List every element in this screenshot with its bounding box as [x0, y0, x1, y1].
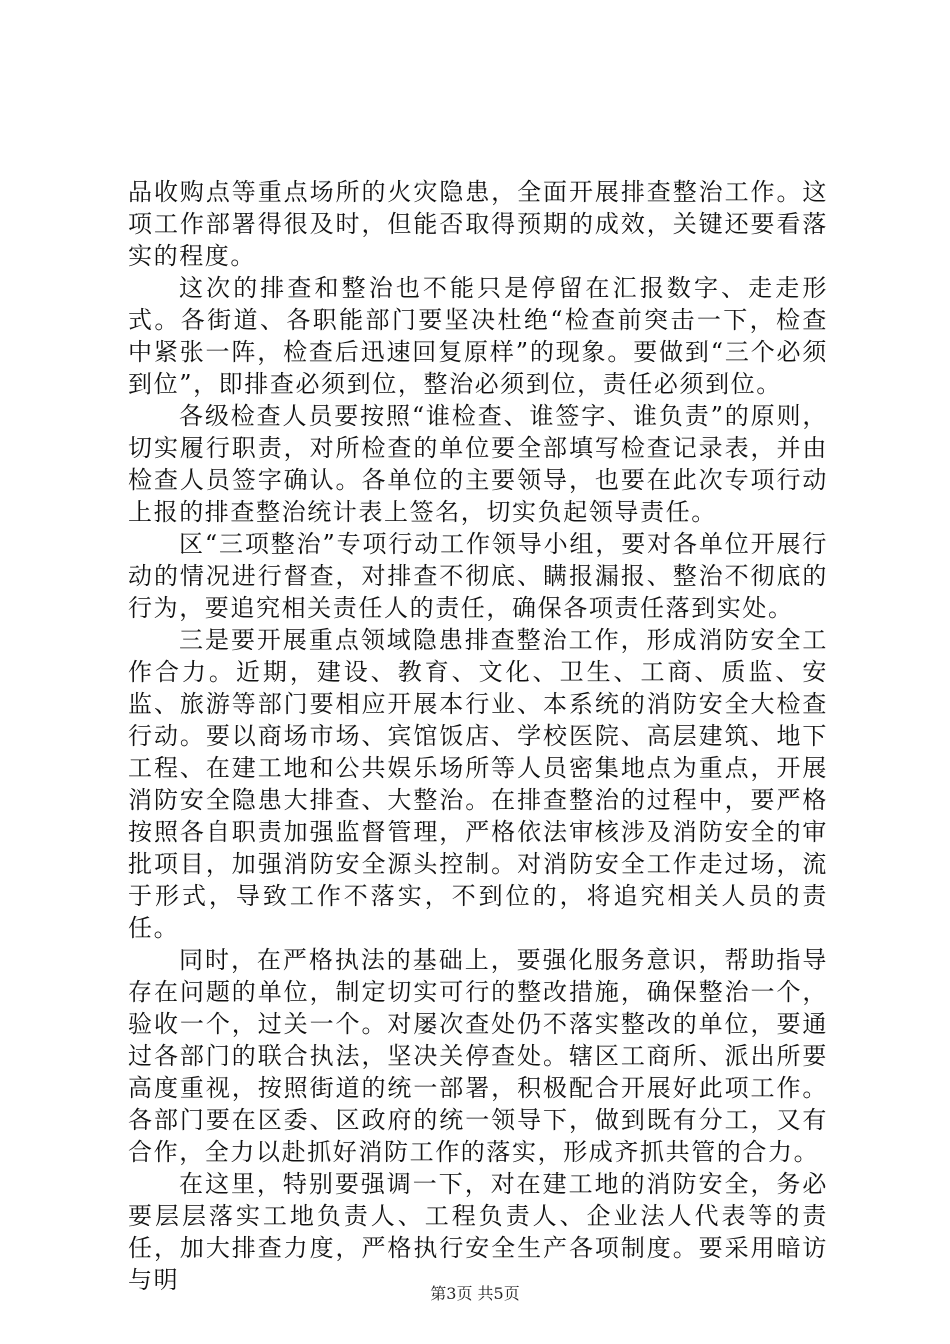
page-number: 第3页 共5页: [430, 1284, 520, 1303]
paragraph-5: 三是要开展重点领域隐患排查整治工作，形成消防安全工作合力。近期，建设、教育、文化、卫生、工商、质监、安监、旅游等部门要相应开展本行业、本系统的消防安全大检查行动。要以商场市场、宾馆饭店、学校医院、高层建筑、地下工程、在建工地和公共娱乐场所等人员密集地点为重点，开展消防安全隐患大排查、大整治。在排查整治的过程中，要严格按照各自职责加强监督管理，严格依法审核涉及消防安全的审批项目，加强消防安全源头控制。对消防安全工作走过场，流于形式，导致工作不落实，不到位的，将追究相关人员的责任。: [128, 626, 828, 942]
paragraph-7: 在这里，特别要强调一下，对在建工地的消防安全，务必要层层落实工地负责人、工程负责人、企业法人代表等的责任，加大排查力度，严格执行安全生产各项制度。要采用暗访与明: [128, 1170, 828, 1294]
paragraph-4: 区“三项整治”专项行动工作领导小组，要对各单位开展行动的情况进行督查，对排查不彻底、瞒报漏报、整治不彻底的行为，要追究相关责任人的责任，确保各项责任落到实处。: [128, 530, 828, 622]
page-footer: [0, 1284, 950, 1304]
document-body: [128, 176, 828, 1296]
paragraph-1: 品收购点等重点场所的火灾隐患，全面开展排查整治工作。这项工作部署得很及时，但能否取得预期的成效，关键还要看落实的程度。: [128, 178, 828, 270]
paragraph-3: 各级检查人员要按照“谁检查、谁签字、谁负责”的原则，切实履行职责，对所检查的单位要全部填写检查记录表，并由检查人员签字确认。各单位的主要领导，也要在此次专项行动上报的排查整治统计表上签名，切实负起领导责任。: [128, 402, 828, 526]
paragraph-6: 同时，在严格执法的基础上，要强化服务意识，帮助指导存在问题的单位，制定切实可行的整改措施，确保整治一个，验收一个，过关一个。对屡次查处仍不落实整改的单位，要通过各部门的联合执法，坚决关停查处。辖区工商所、派出所要高度重视，按照街道的统一部署，积极配合开展好此项工作。各部门要在区委、区政府的统一领导下，做到既有分工，又有合作，全力以赴抓好消防工作的落实，形成齐抓共管的合力。: [128, 946, 828, 1166]
paragraph-2: 这次的排查和整治也不能只是停留在汇报数字、走走形式。各街道、各职能部门要坚决杜绝“检查前突击一下，检查中紧张一阵，检查后迅速回复原样”的现象。要做到“三个必须到位”，即排查必须到位，整治必须到位，责任必须到位。: [128, 274, 828, 398]
